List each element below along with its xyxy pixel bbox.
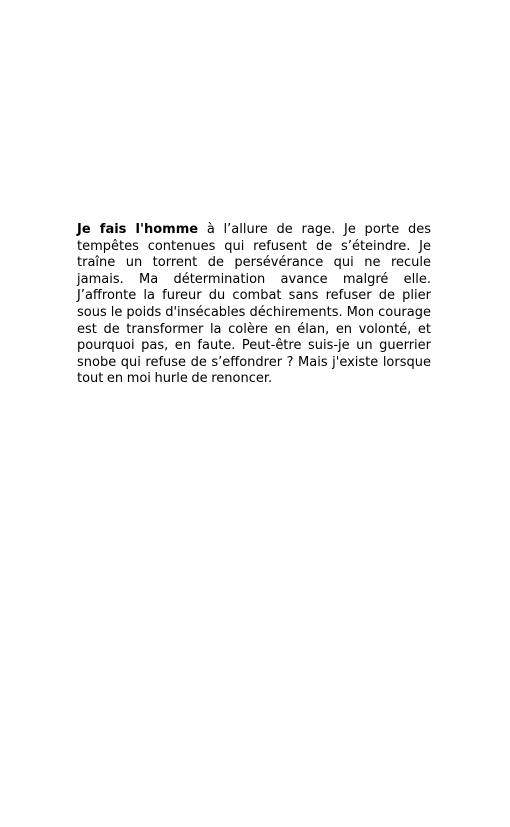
paragraph-text: à l’allure de rage. Je porte des tempêtes contenues qui refusent de s’éteindre. Je traîne un torrent de persévérance qui ne recule jamais. Ma détermination avance malgré elle. J’affronte la fureur du combat sans refuser de plier sous le poids d'insécables déchirements. Mon courage est de transformer la colère en élan, en volonté, et pourquoi pas, en faute. Peut-être suis-je un guerrier snobe qui refuse de s’effondrer ? Mais j'existe lorsque tout en moi hurle de renoncer. — [77, 222, 431, 387]
body-paragraph — [77, 222, 431, 388]
paragraph-lead-bold: Je fais l'homme — [77, 222, 199, 237]
